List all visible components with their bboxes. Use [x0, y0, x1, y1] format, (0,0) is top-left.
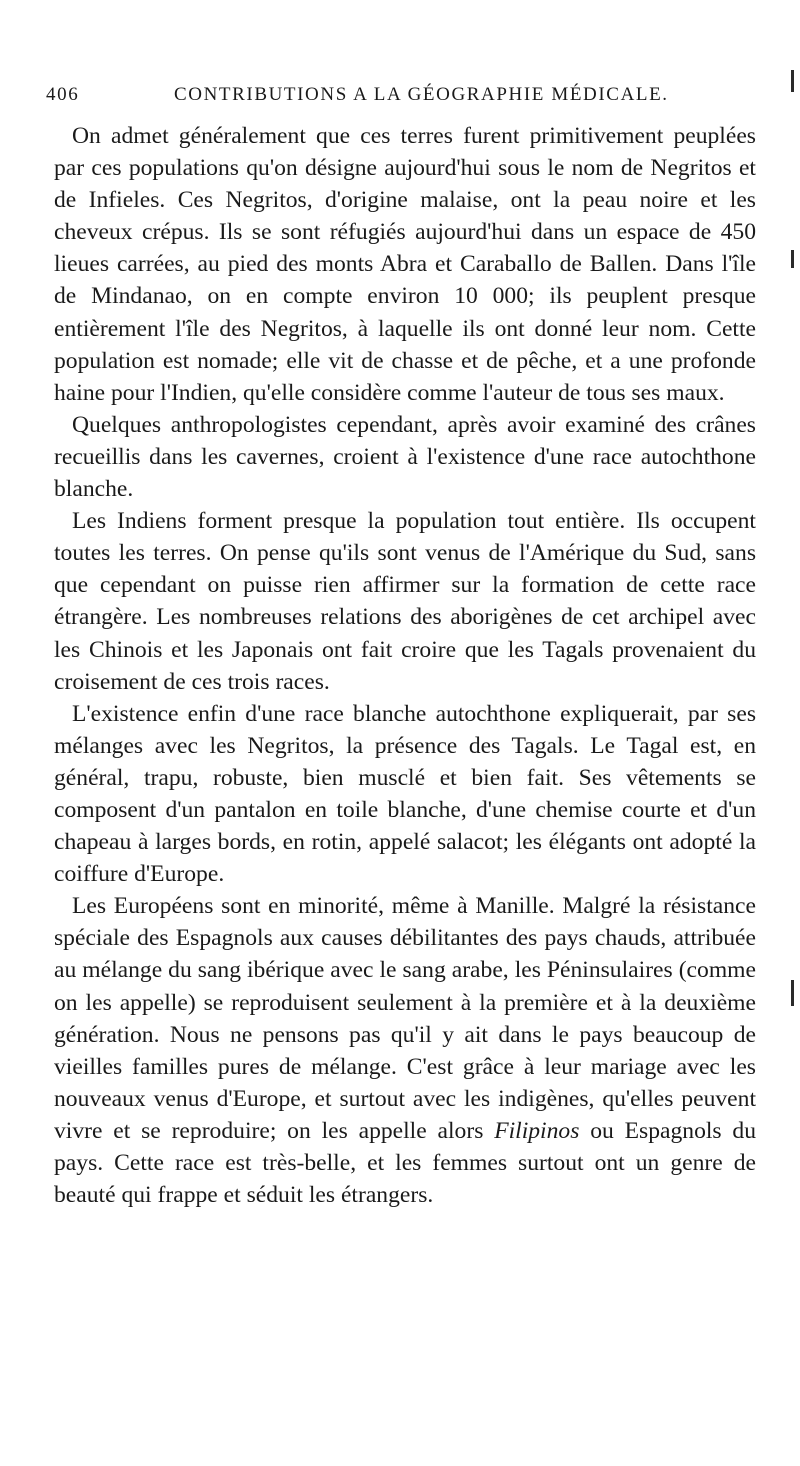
paragraph-europeens-part-1: Les Européens sont en minorité, même à Manille. Malgré la résistance spéciale des Espagnols aux causes débilitantes des pays chauds, attribuée au mélange du sang ibérique avec le sang arabe, les Péninsulaires (comme on les appelle) se reproduisent seulement à la première et à la deuxième génération. Nous ne pensons pas qu'il y ait dans le pays beaucoup de vieilles familles pures de mélange. C'est grâce à leur mariage avec les nouveaux venus d'Europe, et surtout avec les indigènes, qu'elles peuvent vivre et se reproduire; on les appelle alors — [54, 893, 756, 1144]
page-number: 406 — [46, 84, 80, 105]
scan-edge-mark — [791, 70, 794, 92]
paragraph-indiens: Les Indiens forment presque la population tout entière. Ils occupent toutes les terres. On pense qu'ils sont venus de l'Amérique du Sud, sans que cependant on puisse rien affirmer sur la formation de cette race étrangère. Les nombreuses relations des aborigènes de cet archipel avec les Chinois et les Japonais ont fait croire que les Tagals provenaient du croisement de ces trois races. — [54, 508, 756, 695]
paragraph-europeens-part-2: ou Espagnols du pays. Cette race est très-belle, et les femmes surtout ont un genre de beauté qui frappe et séduit les étrangers. — [54, 1117, 756, 1209]
body-text — [54, 120, 756, 1211]
paragraph-anthropologists: Quelques anthropologistes cependant, après avoir examiné des crânes recueillis dans les cavernes, croient à l'existence d'une race autochthone blanche. — [54, 411, 756, 503]
paragraph-europeens — [54, 890, 756, 1211]
scan-edge-mark — [791, 980, 794, 1006]
filipinos-italic: Filipinos — [494, 1117, 580, 1144]
paragraph-negritos: On admet généralement que ces terres furent primitivement peuplées par ces populations qu'on désigne aujourd'hui sous le nom de Negritos et de Infieles. Ces Negritos, d'origine malaise, ont la peau noire et les cheveux crépus. Ils se sont réfugiés aujourd'hui dans un espace de 450 lieues carrées, au pied des monts Abra et Caraballo de Ballen. Dans l'île de Mindanao, on en compte environ 10 000; ils peuplent presque entièrement l'île des Negritos, à laquelle ils ont donné leur nom. Cette population est nomade; elle vit de chasse et de pêche, et a une profonde haine pour l'Indien, qu'elle considère comme l'auteur de tous ses maux. — [54, 123, 756, 406]
paragraph-tagals: L'existence enfin d'une race blanche autochthone expliquerait, par ses mélanges avec les Negritos, la présence des Tagals. Le Tagal est, en général, trapu, robuste, bien musclé et bien fait. Ses vêtements se composent d'un pantalon en toile blanche, d'une chemise courte et d'un chapeau à larges bords, en rotin, appelé salacot; les élégants ont adopté la coiffure d'Europe. — [54, 700, 756, 888]
running-title: CONTRIBUTIONS A LA GÉOGRAPHIE MÉDICALE. — [174, 84, 669, 105]
scan-edge-mark — [791, 250, 794, 268]
page-header — [46, 84, 758, 114]
